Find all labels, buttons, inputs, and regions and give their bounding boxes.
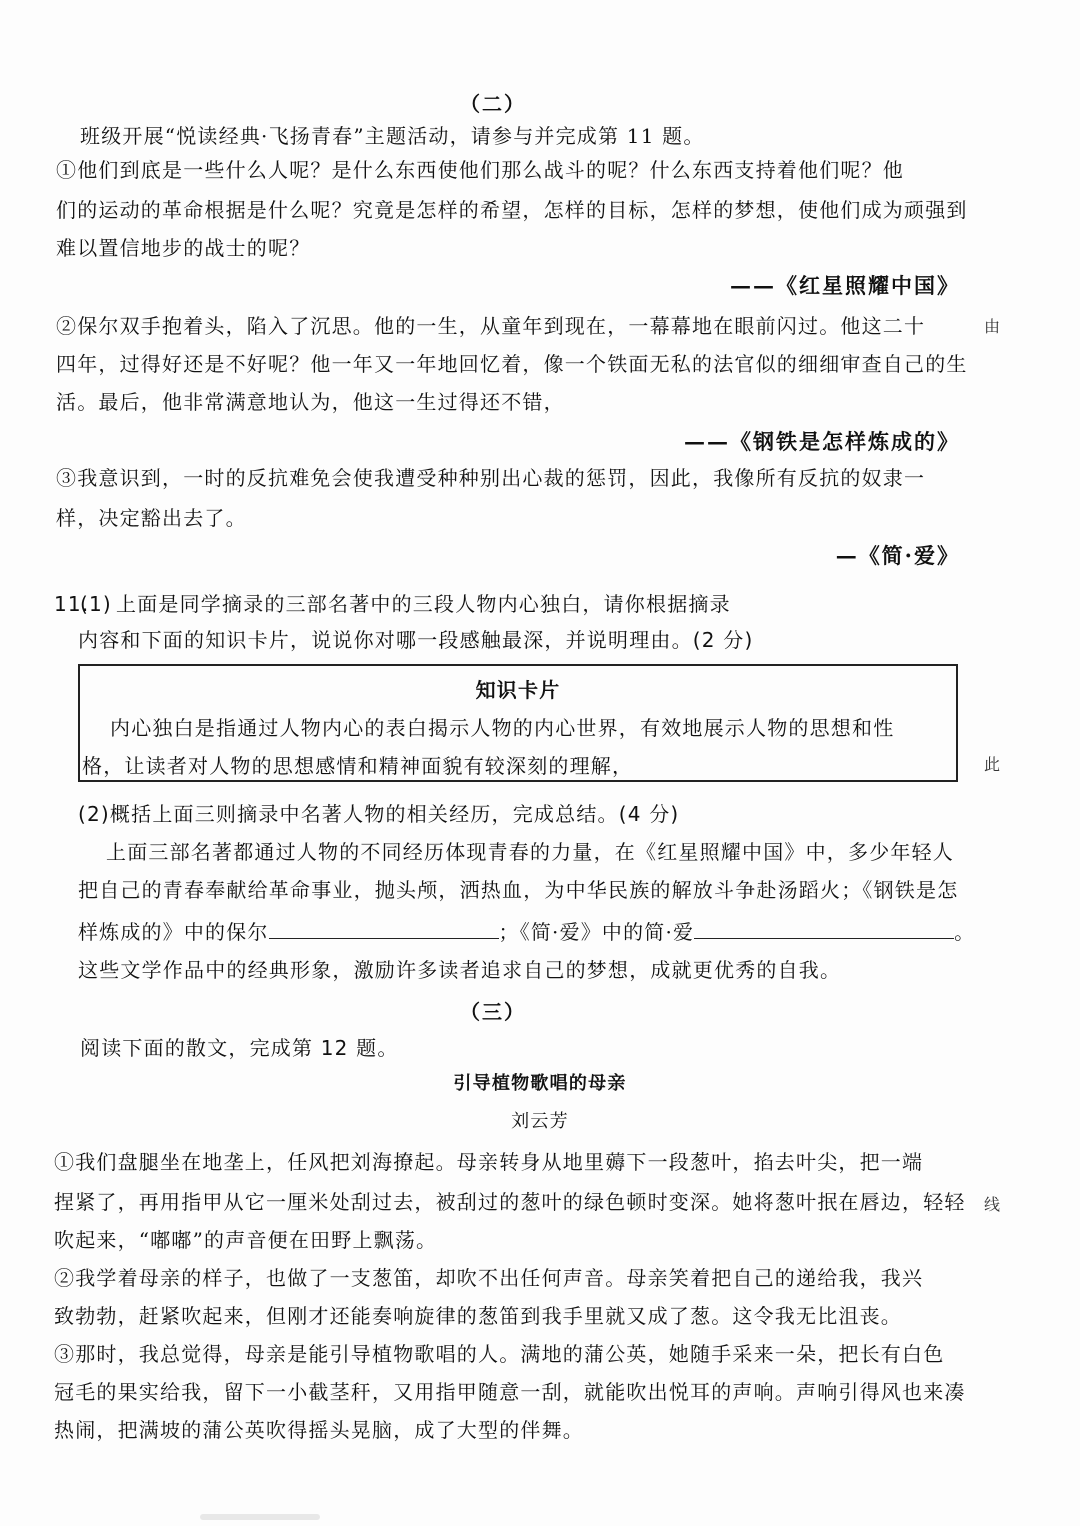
q11-part2-body-line2: 把自己的青春奉献给革命事业，抛头颅，洒热血，为中华民族的解放斗争赴汤蹈火；《钢铁是怎 — [78, 878, 959, 902]
answer-blank-paul[interactable] — [269, 916, 499, 939]
knowledge-card-line2: 格，让读者对人物的思想感情和精神面貌有较深刻的理解， — [82, 754, 634, 778]
section-heading-3: （三） — [460, 1000, 526, 1024]
question-number: 11. — [54, 592, 90, 616]
q11-fill-text-a: 样炼成的》中的保尔 — [78, 920, 269, 944]
q11-part2-body-line1: 上面三部名著都通过人物的不同经历体现青春的力量，在《红星照耀中国》中，多少年轻人 — [106, 840, 954, 864]
essay-p2-line2: 致勃勃，赶紧吹起来，但刚才还能奏响旋律的葱笛到我手里就又成了葱。这令我无比沮丧。 — [54, 1304, 902, 1328]
scan-smudge — [200, 1514, 320, 1520]
essay-p2-line1: ②我学着母亲的样子，也做了一支葱笛，却吹不出任何声音。母亲笑着把自己的递给我，我兴 — [54, 1266, 924, 1290]
excerpt3-line1: ③我意识到，一时的反抗难免会使我遭受种种别出心裁的惩罚，因此，我像所有反抗的奴隶一 — [56, 466, 926, 490]
essay-author: 刘云芳 — [511, 1111, 569, 1132]
q11-fill-end: 。 — [954, 920, 976, 944]
excerpt3-source: —《简·爱》 — [835, 543, 960, 568]
essay-p3-line3: 热闹，把满坡的蒲公英吹得摇头晃脑，成了大型的伴舞。 — [54, 1418, 584, 1442]
answer-blank-jane[interactable] — [694, 916, 954, 939]
essay-title: 引导植物歌唱的母亲 — [453, 1073, 627, 1094]
knowledge-card-title: 知识卡片 — [475, 678, 561, 702]
excerpt3-line2: 样，决定豁出去了。 — [56, 506, 247, 530]
excerpt2-line1: ②保尔双手抱着头，陷入了沉思。他的一生，从童年到现在，一幕幕地在眼前闪过。他这二十 — [56, 314, 926, 338]
margin-mark-1: 由 — [984, 317, 1001, 336]
knowledge-card — [78, 664, 958, 782]
knowledge-card-line1: 内心独白是指通过人物内心的表白揭示人物的内心世界，有效地展示人物的思想和性 — [110, 716, 895, 740]
section3-intro: 阅读下面的散文，完成第 12 题。 — [80, 1036, 399, 1060]
q11-fill-text-b: ；《简·爱》中的简·爱 — [498, 920, 695, 944]
excerpt1-line2: 们的运动的革命根据是什么呢？究竟是怎样的希望，怎样的目标，怎样的梦想，使他们成为顽强到 — [56, 198, 968, 222]
excerpt1-line1: ①他们到底是一些什么人呢？是什么东西使他们那么战斗的呢？什么东西支持着他们呢？他 — [56, 158, 904, 182]
q11-part1-label: (1) — [80, 592, 112, 616]
essay-p3-line2: 冠毛的果实给我，留下一小截茎秆，又用指甲随意一刮，就能吹出悦耳的声响。声响引得风也来凑 — [54, 1380, 966, 1404]
section2-intro: 班级开展“悦读经典·飞扬青春”主题活动，请参与并完成第 11 题。 — [80, 124, 705, 148]
essay-p1-line3: 吹起来，“嘟嘟”的声音便在田野上飘荡。 — [54, 1228, 438, 1252]
essay-p1-line2: 捏紧了，再用指甲从它一厘米处刮过去，被刮过的葱叶的绿色顿时变深。她将葱叶抿在唇边，轻轻 — [54, 1190, 966, 1214]
excerpt2-source: ——《钢铁是怎样炼成的》 — [684, 429, 960, 454]
essay-p3-line1: ③那时，我总觉得，母亲是能引导植物歌唱的人。满地的蒲公英，她随手采来一朵，把长有白色 — [54, 1342, 945, 1366]
q11-part2-last-line: 这些文学作品中的经典形象，激励许多读者追求自己的梦想，成就更优秀的自我。 — [78, 958, 842, 982]
margin-mark-3: 线 — [984, 1195, 1001, 1214]
margin-mark-2: 此 — [984, 755, 1001, 774]
excerpt1-line3: 难以置信地步的战士的呢？ — [56, 236, 311, 260]
section-heading-2: （二） — [460, 92, 526, 116]
q11-part2-prompt: (2)概括上面三则摘录中名著人物的相关经历，完成总结。(4 分) — [78, 802, 680, 826]
q11-fill-line — [78, 916, 975, 946]
essay-p1-line1: ①我们盘腿坐在地垄上，任风把刘海撩起。母亲转身从地里薅下一段葱叶，掐去叶尖，把一端 — [54, 1150, 924, 1174]
excerpt2-line2: 四年，过得好还是不好呢？他一年又一年地回忆着，像一个铁面无私的法官似的细细审查自己的生 — [56, 352, 968, 376]
q11-part1-line2: 内容和下面的知识卡片，说说你对哪一段感触最深，并说明理由。(2 分) — [78, 628, 754, 652]
excerpt1-source: ——《红星照耀中国》 — [730, 273, 960, 298]
excerpt2-line3: 活。最后，他非常满意地认为，他这一生过得还不错， — [56, 390, 565, 414]
q11-part1-line1: 上面是同学摘录的三部名著中的三段人物内心独白，请你根据摘录 — [116, 592, 731, 616]
